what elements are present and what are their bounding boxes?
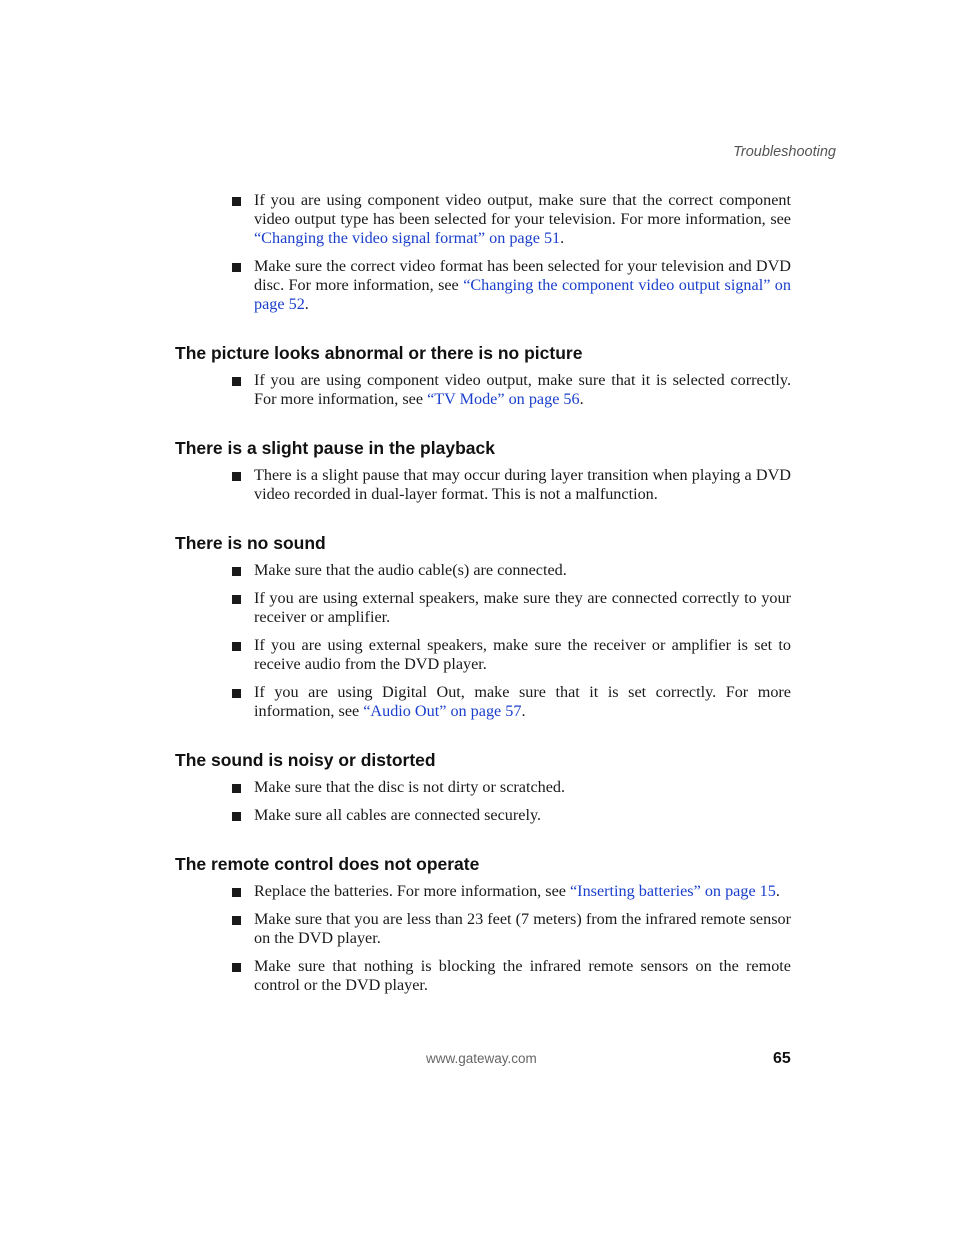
list-item: If you are using component video output, make sure that it is selected correctly. For more information, see “TV Mode” on page 56. — [175, 371, 791, 409]
bullet-list — [175, 778, 791, 825]
list-item: Make sure that nothing is blocking the infrared remote sensors on the remote control or the DVD player. — [175, 957, 791, 995]
section-no-picture — [175, 323, 791, 409]
bullet-list — [175, 561, 791, 721]
list-item: Make sure all cables are connected securely. — [175, 806, 791, 825]
list-item: Make sure that you are less than 23 feet (7 meters) from the infrared remote sensor on the DVD player. — [175, 910, 791, 948]
intro-bullet-list — [175, 191, 791, 314]
section-heading: The picture looks abnormal or there is no picture — [175, 343, 583, 363]
running-head: Troubleshooting — [733, 144, 836, 160]
list-item: Make sure the correct video format has been selected for your television and DVD disc. For more information, see “Changing the component video output signal” on page 52. — [175, 257, 791, 314]
cross-reference-link[interactable]: “Changing the video signal format” on page 51 — [254, 229, 561, 247]
footer-url: www.gateway.com — [426, 1051, 537, 1066]
page-number: 65 — [773, 1050, 791, 1067]
cross-reference-link[interactable]: “TV Mode” on page 56 — [427, 390, 580, 408]
list-item: Make sure that the disc is not dirty or scratched. — [175, 778, 791, 797]
list-item: There is a slight pause that may occur during layer transition when playing a DVD video recorded in dual-layer format. This is not a malfunction. — [175, 466, 791, 504]
cross-reference-link[interactable]: “Audio Out” on page 57 — [363, 702, 522, 720]
bullet-list — [175, 371, 791, 409]
section-playback-pause — [175, 418, 791, 504]
bullet-list — [175, 466, 791, 504]
section-no-sound — [175, 513, 791, 721]
section-heading: There is a slight pause in the playback — [175, 438, 495, 458]
page-content — [175, 191, 791, 1004]
list-item: If you are using external speakers, make sure the receiver or amplifier is set to receive audio from the DVD player. — [175, 636, 791, 674]
section-heading: The remote control does not operate — [175, 854, 480, 874]
list-item: Replace the batteries. For more information, see “Inserting batteries” on page 15. — [175, 882, 791, 901]
section-heading: There is no sound — [175, 533, 326, 553]
cross-reference-link[interactable]: “Inserting batteries” on page 15 — [570, 882, 776, 900]
list-item: If you are using Digital Out, make sure that it is set correctly. For more information, see “Audio Out” on page 57. — [175, 683, 791, 721]
list-item: If you are using component video output, make sure that the correct component video output type has been selected for your television. For more information, see “Changing the video signal format” on page 51. — [175, 191, 791, 248]
bullet-list — [175, 882, 791, 995]
section-noisy-sound — [175, 730, 791, 825]
cross-reference-link[interactable]: “Changing the component video output signal” on page 52 — [254, 276, 791, 313]
section-heading: The sound is noisy or distorted — [175, 750, 436, 770]
list-item: If you are using external speakers, make sure they are connected correctly to your receiver or amplifier. — [175, 589, 791, 627]
section-remote-control — [175, 834, 791, 995]
list-item: Make sure that the audio cable(s) are connected. — [175, 561, 791, 580]
